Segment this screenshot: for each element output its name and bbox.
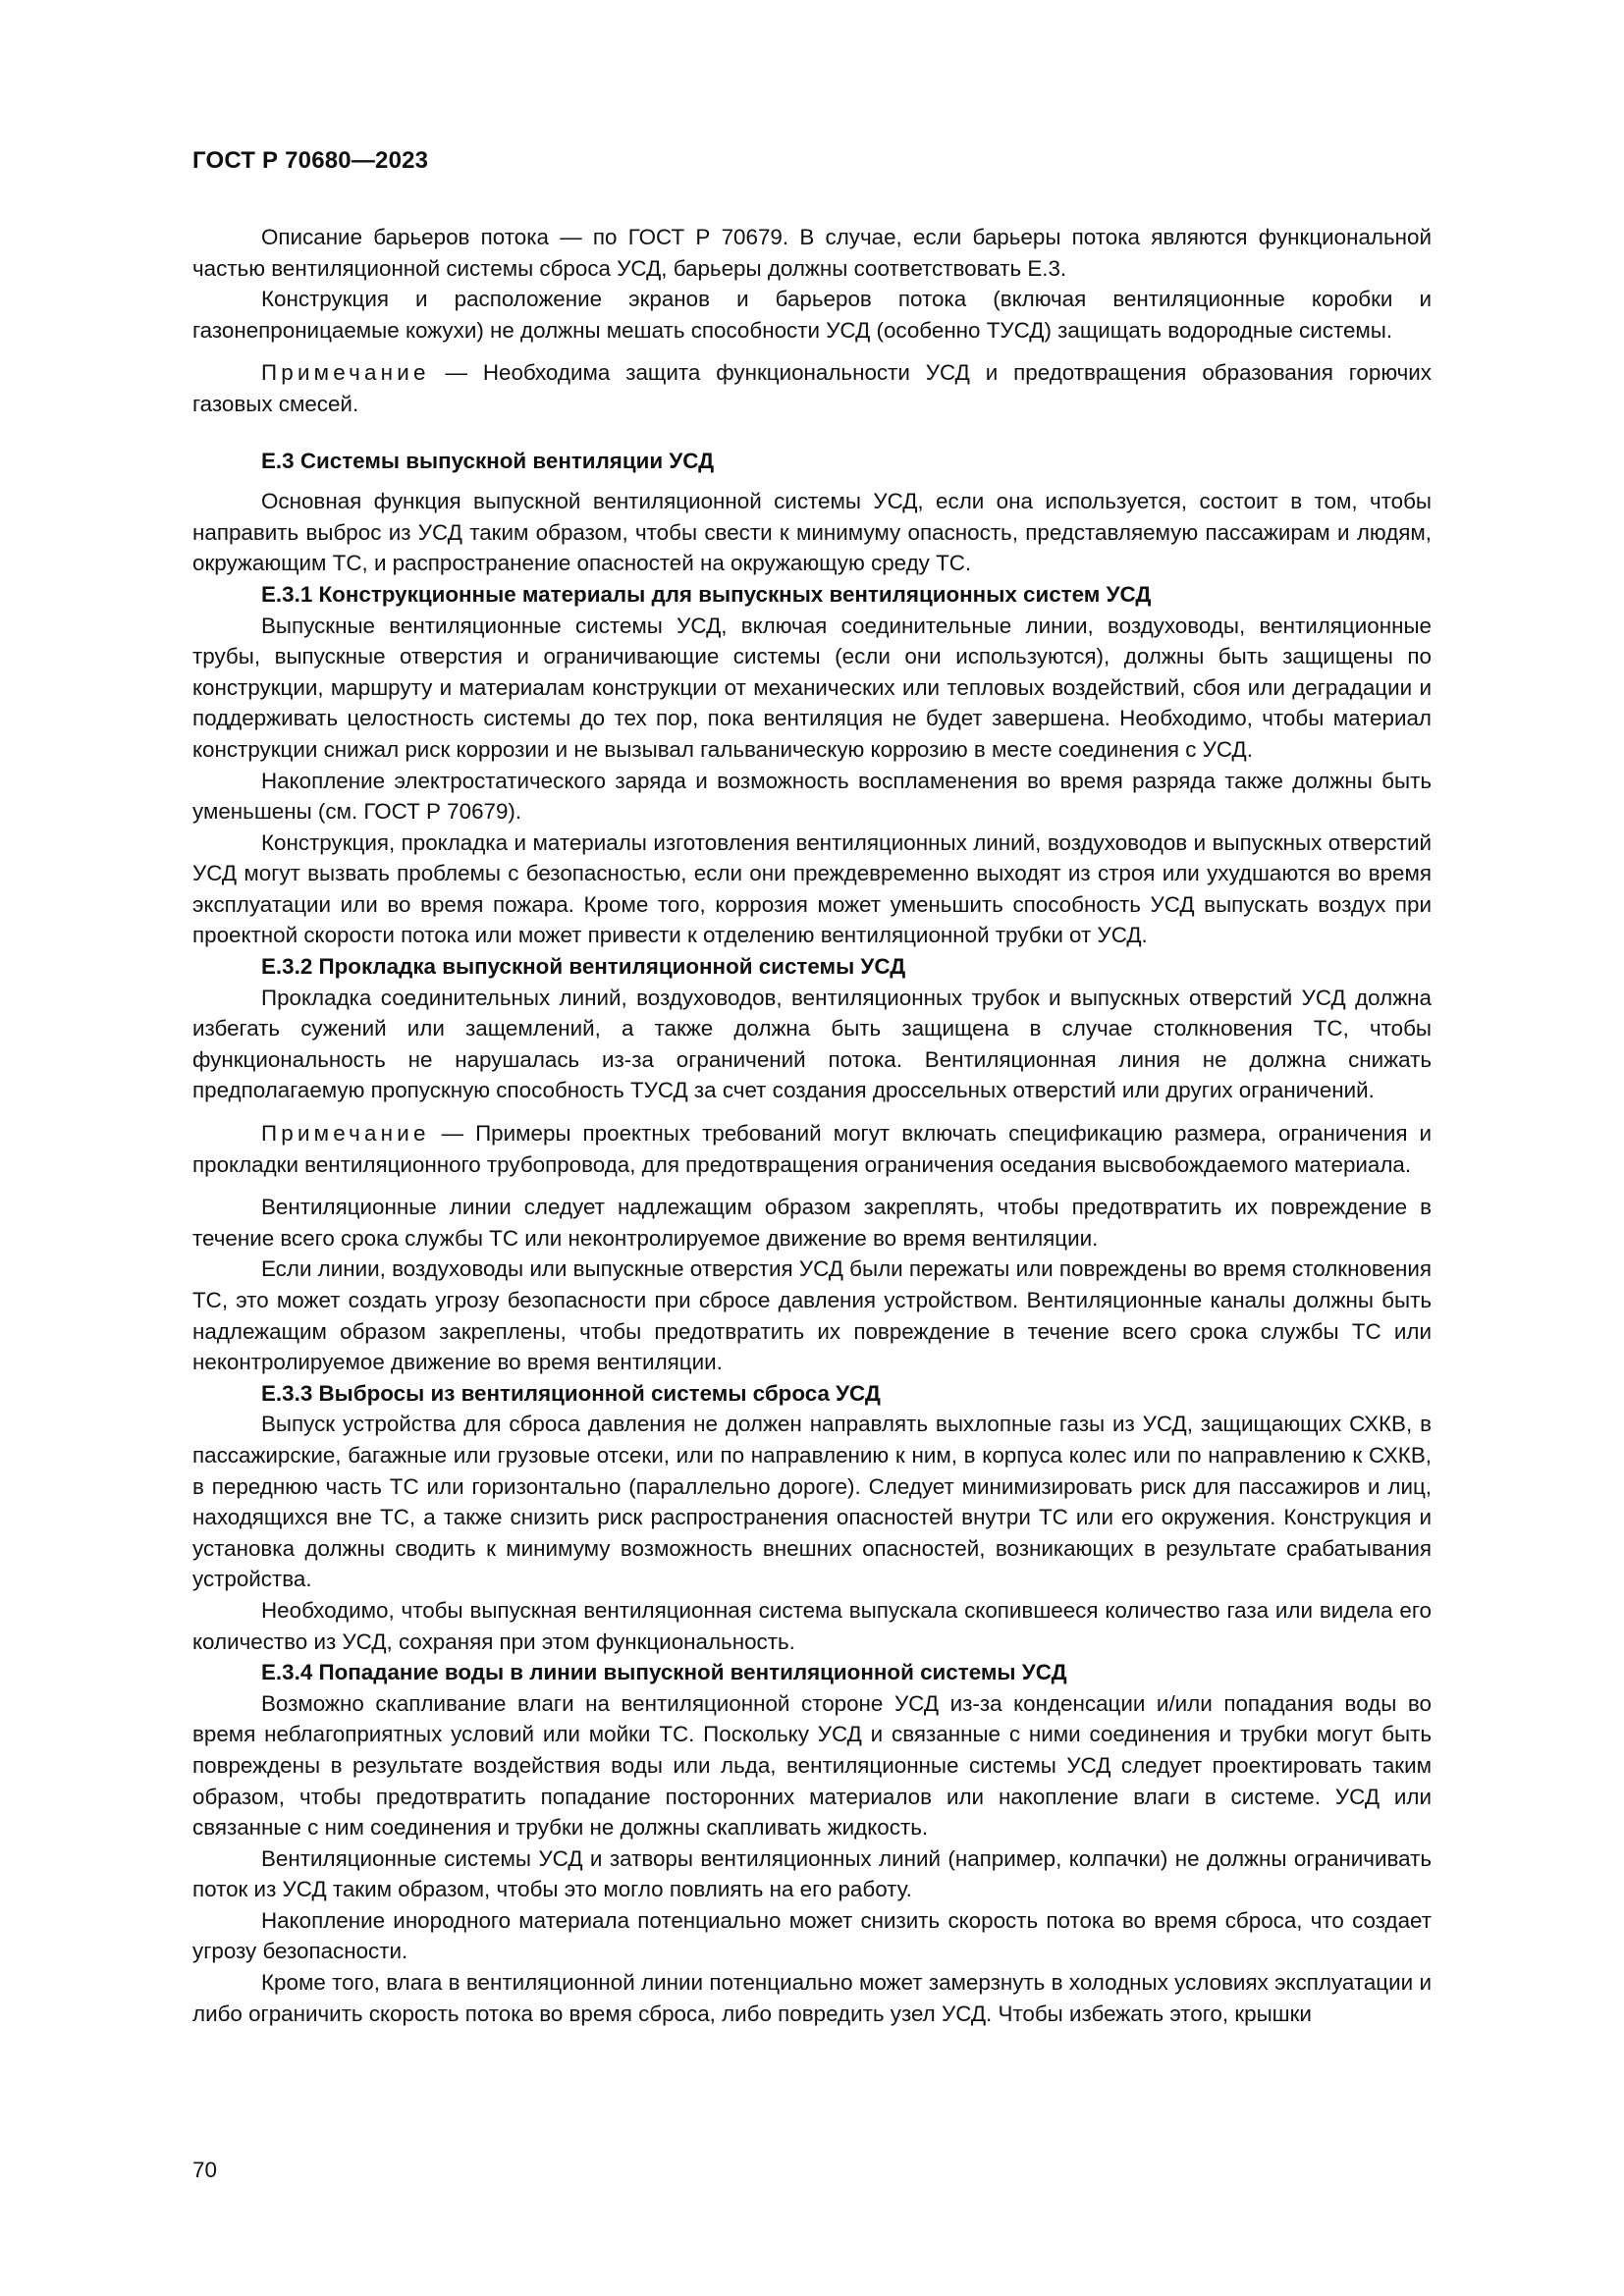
note — [192, 357, 1432, 419]
note-label: Примечание — [261, 360, 430, 386]
note-text: — Необходима защита функциональности УСД и предотвращения образования горючих газовых смесей. — [192, 360, 1432, 416]
note-text: — Примеры проектных требований могут включать спецификацию размера, ограничения и прокладки вентиляционного трубопровода, для предотвращения ограничения оседания высвобождаемого материала. — [192, 1121, 1432, 1177]
paragraph: Вентиляционные системы УСД и затворы вентиляционных линий (например, колпачки) не должны ограничивать поток из УСД таким образом, чтобы это могло повлиять на его работу. — [192, 1845, 1432, 1902]
paragraph: Кроме того, влага в вентиляционной линии потенциально может замерзнуть в холодных условиях эксплуатации и либо ограничить скорость потока во время сброса, либо повредить узел УСД. Чтобы избежать этого, крышки — [192, 1970, 1432, 2026]
note-label: Примечание — [261, 1121, 430, 1147]
section-heading: Е.3 Системы выпускной вентиляции УСД — [261, 448, 715, 473]
subsection-heading: Е.3.4 Попадание воды в линии выпускной вентиляционной системы УСД — [261, 1660, 1067, 1685]
paragraph: Основная функция выпускной вентиляционной системы УСД, если она используется, состоит в том, чтобы направить выброс из УСД таким образом, чтобы свести к минимуму опасность, представляемую пассажирам и людям, окружающим ТС, и распространение опасностей на окружающую среду ТС. — [192, 489, 1432, 576]
note — [192, 1118, 1432, 1180]
paragraph: Конструкция, прокладка и материалы изготовления вентиляционных линий, воздуховодов и выпускных отверстий УСД могут вызвать проблемы с безопасностью, если они преждевременно выходят из строя или ухудшаются во время эксплуатации или во время пожара. Кроме того, коррозия может уменьшить способность УСД выпускать воздух при проектной скорости потока или может привести к отделению вентиляционной трубки от УСД. — [192, 829, 1432, 948]
paragraph: Вентиляционные линии следует надлежащим образом закреплять, чтобы предотвратить их повреждение в течение всего срока службы ТС или неконтролируемое движение во время вентиляции. — [192, 1195, 1432, 1251]
page-number: 70 — [192, 2158, 217, 2182]
document-body — [192, 222, 1432, 2029]
paragraph: Конструкция и расположение экранов и барьеров потока (включая вентиляционные коробки и газонепроницаемые кожухи) не должны мешать способности УСД (особенно ТУСД) защищать водородные системы. — [192, 287, 1432, 343]
subsection-heading: Е.3.1 Конструкционные материалы для выпускных вентиляционных систем УСД — [261, 581, 1152, 607]
paragraph: Возможно скапливание влаги на вентиляционной стороне УСД из-за конденсации и/или попадания воды во время неблагоприятных условий или мойки ТС. Поскольку УСД и связанные с ними соединения и трубки могут быть повреждены в результате воздействия воды или льда, вентиляционные системы УСД следует проектировать таким образом, чтобы предотвратить попадание посторонних материалов или накопление влаги в системе. УСД или связанные с ним соединения и трубки не должны скапливать жидкость. — [192, 1690, 1432, 1841]
paragraph: Выпускные вентиляционные системы УСД, включая соединительные линии, воздуховоды, вентиляционные трубы, выпускные отверстия и ограничивающие системы (если они используются), должны быть защищены по конструкции, маршруту и материалам конструкции от механических или тепловых воздействий, сбоя или деградации и поддерживать целостность системы до тех пор, пока вентиляция не будет завершена. Необходимо, чтобы материал конструкции снижал риск коррозии и не вызывал гальваническую коррозию в месте соединения с УСД. — [192, 613, 1432, 762]
subsection-heading: Е.3.2 Прокладка выпускной вентиляционной системы УСД — [261, 954, 906, 980]
paragraph: Накопление электростатического заряда и возможность воспламенения во время разряда также должны быть уменьшены (см. ГОСТ Р 70679). — [192, 768, 1432, 825]
paragraph: Если линии, воздуховоды или выпускные отверстия УСД были пережаты или повреждены во время столкновения ТС, это может создать угрозу безопасности при сбросе давления устройством. Вентиляционные каналы должны быть надлежащим образом закреплены, чтобы предотвратить их повреждение в течение всего срока службы ТС или неконтролируемое движение во время вентиляции. — [192, 1256, 1432, 1375]
paragraph: Выпуск устройства для сброса давления не должен направлять выхлопные газы из УСД, защищающих СХКВ, в пассажирские, багажные или грузовые отсеки, или по направлению к ним, в корпуса колес или по направлению к СХКВ, в переднюю часть ТС или горизонтально (параллельно дороге). Следует минимизировать риск для пассажиров и лиц, находящихся вне ТС, а также снизить риск распространения опасностей внутри ТС или его окружения. Конструкция и установка должны сводить к минимуму возможность внешних опасностей, возникающих в результате срабатывания устройства. — [192, 1412, 1432, 1592]
paragraph: Прокладка соединительных линий, воздуховодов, вентиляционных трубок и выпускных отверстий УСД должна избегать сужений или защемлений, а также должна быть защищена в случае столкновения ТС, чтобы функциональность не нарушалась из-за ограничений потока. Вентиляционная линия не должна снижать предполагаемую пропускную способность ТУСД за счет создания дроссельных отверстий или других ограничений. — [192, 985, 1432, 1103]
subsection-heading: Е.3.3 Выбросы из вентиляционной системы сброса УСД — [261, 1380, 881, 1406]
paragraph: Накопление инородного материала потенциально может снизить скорость потока во время сброса, что создает угрозу безопасности. — [192, 1907, 1432, 1964]
paragraph: Необходимо, чтобы выпускная вентиляционная система выпускала скопившееся количество газа или видела его количество из УСД, сохраняя при этом функциональность. — [192, 1597, 1432, 1654]
document-header: ГОСТ Р 70680—2023 — [192, 147, 429, 174]
paragraph: Описание барьеров потока — по ГОСТ Р 70679. В случае, если барьеры потока являются функциональной частью вентиляционной системы сброса УСД, барьеры должны соответствовать Е.3. — [192, 225, 1432, 281]
